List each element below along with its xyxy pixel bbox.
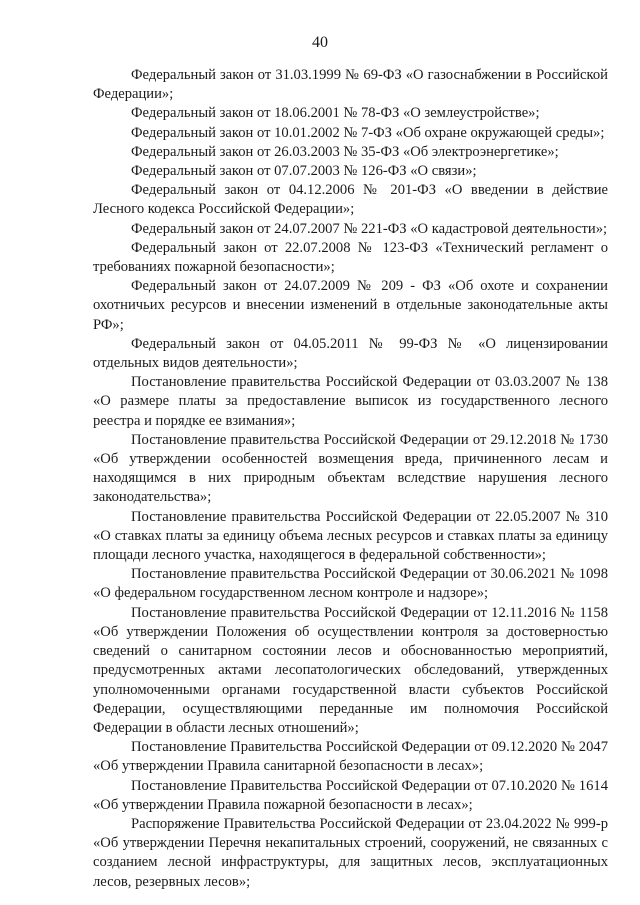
law-entry: Федеральный закон от 10.01.2002 № 7-ФЗ «Об охране окружающей среды»; [131,124,605,141]
law-entry: Федеральный закон от 26.03.2003 № 35-ФЗ «Об электроэнергетике»; [131,143,559,160]
resolution-entry: Постановление правительства Российской Федерации от 22.05.2007 № 310 «О ставках платы за единицу объема лесных ресурсов и ставках платы за единицу площади лесного участка, находящегося в федеральной собственности»; [93,508,608,564]
law-entry: Федеральный закон от 24.07.2009 № 209 - ФЗ «Об охоте и сохранении охотничьих ресурсов и внесении изменений в отдельные законодательные акты РФ»; [93,278,608,333]
order-entry: Распоряжение Правительства Российской Федерации от 23.04.2022 № 999-р «Об утверждении Перечня некапитальных строений, сооружений, не связанных с созданием лесной инфраструктуры, для защитных лесов, эксплуатационных лесов, резервных лесов»; [93,815,608,890]
law-entry: Федеральный закон от 31.03.1999 № 69-ФЗ «О газоснабжении в Российской Федерации»; [93,67,608,103]
resolution-entry: Постановление правительства Российской Федерации от 12.11.2016 № 1158 «Об утверждении Положения об осуществлении контроля за достоверностью сведений о санитарном состоянии лесов и обоснованностью мероприятий, предусмотренных актами лесопатологических обследований, утвержденных уполномоченными органами государственной власти субъектов Российской Федерации, осуществляющими переданные им полномочия Российской Федерации в области лесных отношений»; [93,604,608,736]
resolution-entry: Постановление Правительства Российской Федерации от 07.10.2020 № 1614 «Об утверждении Правила пожарной безопасности в лесах»; [93,777,608,813]
law-entry: Федеральный закон от 18.06.2001 № 78-ФЗ «О землеустройстве»; [131,105,540,122]
resolution-entry: Постановление правительства Российской Федерации от 29.12.2018 № 1730 «Об утверждении особенностей возмещения вреда, причиненного лесам и находящимся в них природным объектам вследствие нарушения лесного законодательства»; [93,431,608,506]
resolution-entry: Постановление Правительства Российской Федерации от 09.12.2020 № 2047 «Об утверждении Правила санитарной безопасности в лесах»; [93,739,608,775]
law-entry: Федеральный закон от 04.05.2011 № 99-ФЗ № «О лицензировании отдельных видов деятельности»; [93,335,608,372]
law-entry: Федеральный закон от 07.07.2003 № 126-ФЗ «О связи»; [131,163,477,180]
law-entry: Федеральный закон от 24.07.2007 № 221-ФЗ «О кадастровой деятельности»; [131,220,608,237]
law-entry: Федеральный закон от 04.12.2006 № 201-ФЗ «О введении в действие Лесного кодекса Российской Федерации»; [93,182,608,218]
law-entry: Федеральный закон от 22.07.2008 № 123-ФЗ «Технический регламент о требованиях пожарной безопасности»; [93,239,608,276]
legal-acts-list [93,66,608,892]
resolution-entry: Постановление правительства Российской Федерации от 03.03.2007 № 138 «О размере платы за предоставление выписок из государственного лесного реестра и порядке ее взимания»; [93,374,608,429]
page-number: 40 [312,34,328,51]
resolution-entry: Постановление правительства Российской Федерации от 30.06.2021 № 1098 «О федеральном государственном лесном контроле и надзоре»; [93,566,608,602]
